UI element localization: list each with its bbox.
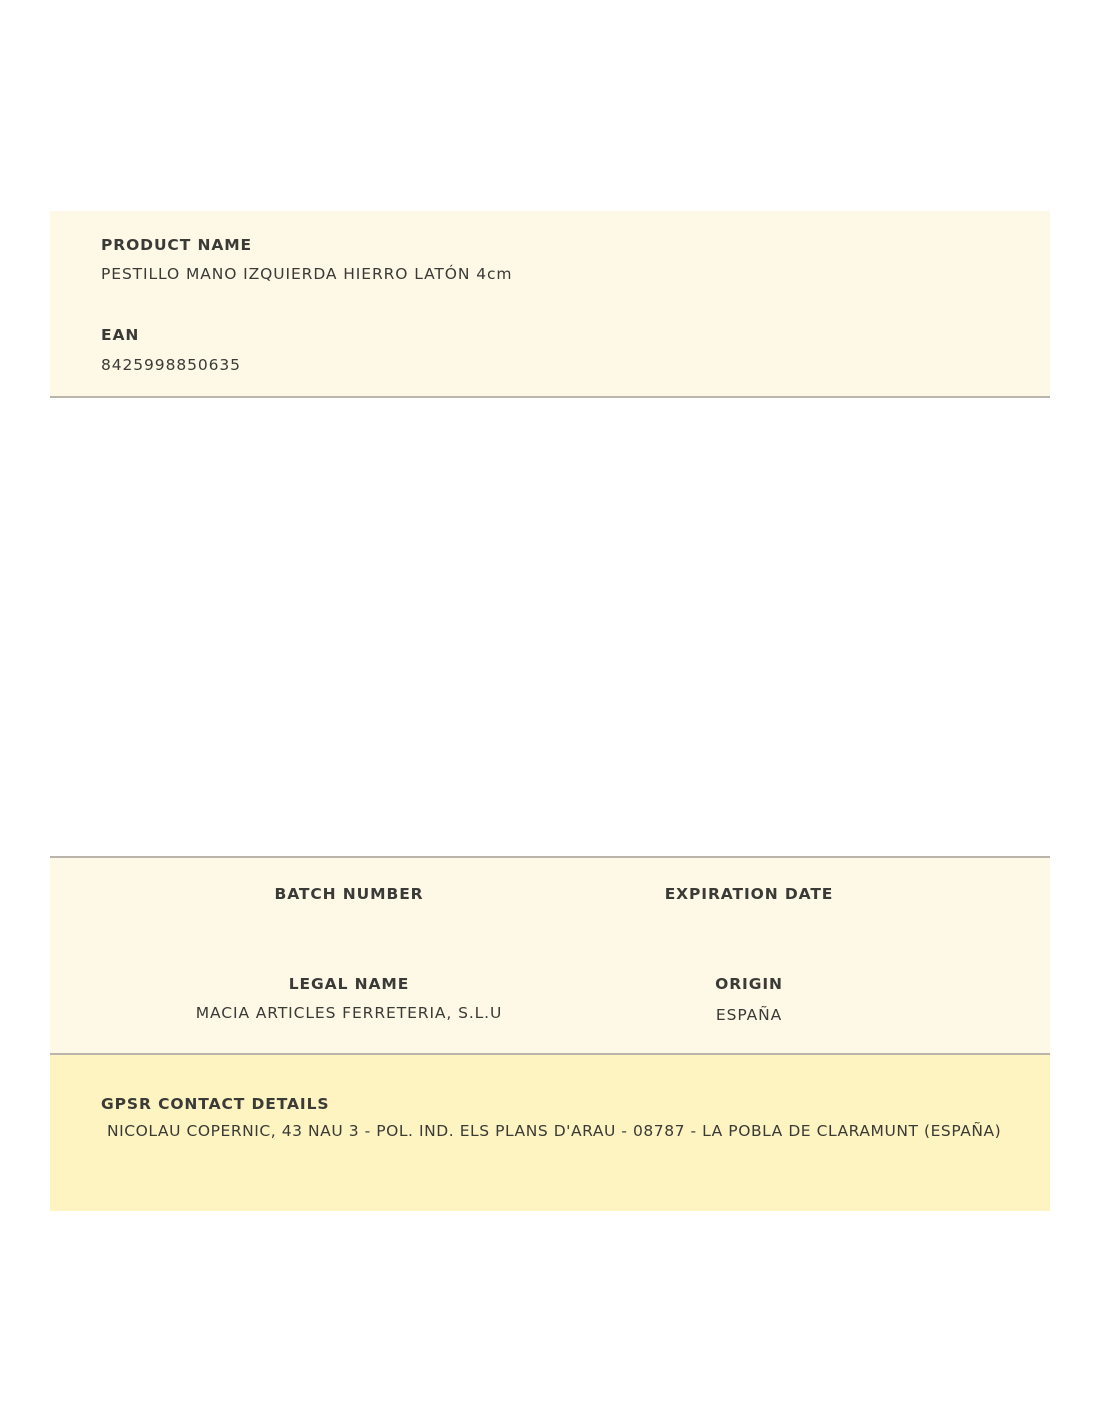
batch-number-label: BATCH NUMBER [274, 885, 424, 903]
gpsr-contact-panel [50, 1055, 1050, 1211]
legal-name-label: LEGAL NAME [288, 975, 410, 993]
origin-value: ESPAÑA [715, 1006, 783, 1024]
ean-value: 8425998850635 [101, 356, 241, 374]
ean-label: EAN [101, 326, 140, 344]
gpsr-contact-label: GPSR CONTACT DETAILS [101, 1095, 330, 1113]
origin-label: ORIGIN [715, 975, 783, 993]
product-info-panel [50, 211, 1050, 398]
product-name-value: PESTILLO MANO IZQUIERDA HIERRO LATÓN 4cm [101, 265, 513, 283]
gpsr-contact-value: NICOLAU COPERNIC, 43 NAU 3 - POL. IND. ELS PLANS D'ARAU - 08787 - LA POBLA DE CLARAMUNT (ESPAÑA) [107, 1122, 1002, 1140]
legal-name-value: MACIA ARTICLES FERRETERIA, S.L.U [195, 1004, 503, 1022]
batch-details-panel [50, 856, 1050, 1055]
expiration-date-label: EXPIRATION DATE [664, 885, 834, 903]
product-name-label: PRODUCT NAME [101, 236, 253, 254]
